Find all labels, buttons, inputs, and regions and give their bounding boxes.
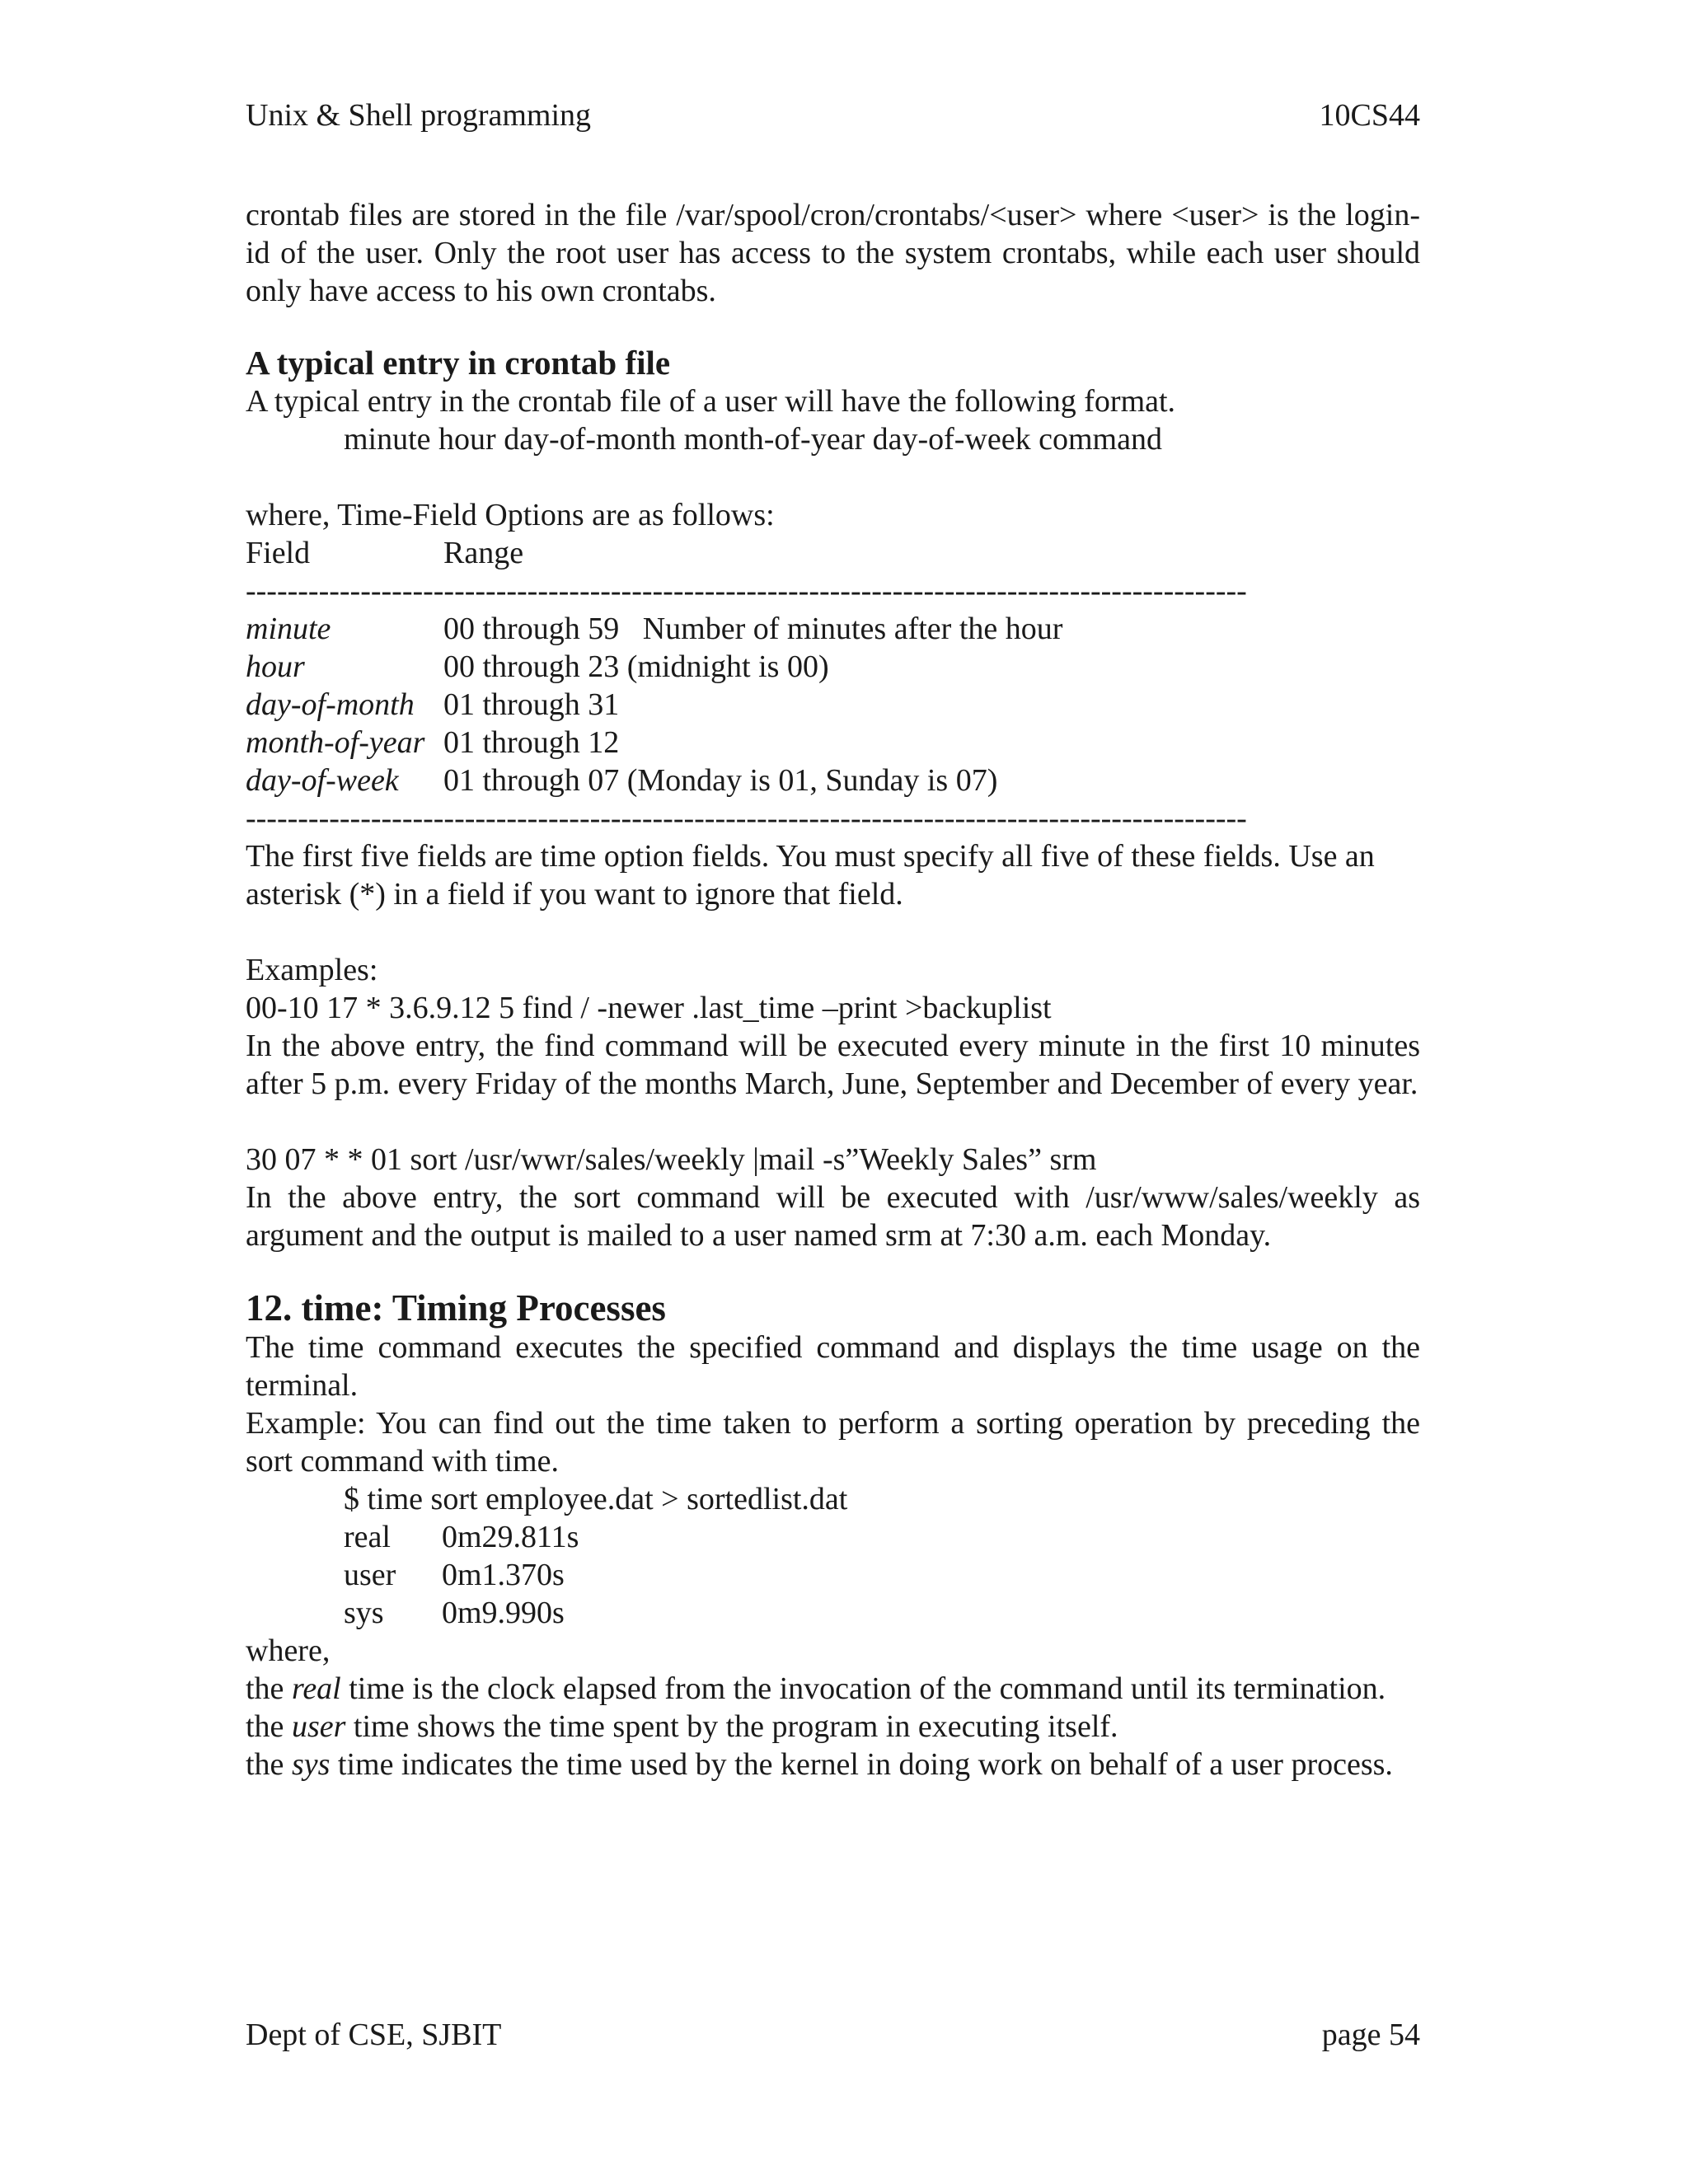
time-command: $ time sort employee.dat > sortedlist.dat [344,1482,848,1516]
header-title: Unix & Shell programming [246,98,592,133]
sys-term: sys [291,1747,331,1782]
time-description: The time command executes the specified command and displays the time usage on the terminal. [246,1330,1420,1403]
footer-department: Dept of CSE, SJBIT [246,2018,502,2052]
table-divider-bottom: ------------------------------------------------------------------------------------------------ [246,801,1247,836]
section-heading-crontab-entry: A typical entry in crontab file [246,344,671,382]
field-name: minute [246,612,331,646]
field-name: day-of-week [246,763,399,798]
field-range: 00 through 23 (midnight is 00) [443,649,829,684]
where-label: where, [246,1633,331,1668]
footer-page-number: page 54 [1321,2018,1420,2052]
time-example: Example: You can find out the time taken to perform a sorting operation by preceding the sort command with time. [246,1406,1420,1479]
example-1-description: In the above entry, the find command will be executed every minute in the first 10 minutes after 5 p.m. every Friday of the months March, June, September and December of every year. [246,1029,1420,1101]
example-2-command: 30 07 * * 01 sort /usr/wwr/sales/weekly |mail -s”Weekly Sales” srm [246,1142,1097,1177]
table-row [246,762,1420,799]
time-result-key: user [344,1558,396,1592]
page-footer [246,2016,1420,2054]
column-header-field: Field [246,536,311,570]
time-field-intro: where, Time-Field Options are as follows: [246,498,775,532]
time-result-row [246,1518,1420,1556]
time-result-value: 0m1.370s [442,1558,565,1592]
example-2-description: In the above entry, the sort command will be executed with /usr/www/sales/weekly as argument and the output is mailed to a user named srm at 7:30 a.m. each Monday. [246,1180,1420,1253]
table-divider-top: ------------------------------------------------------------------------------------------------ [246,574,1247,608]
example-1-command: 00-10 17 * 3.6.9.12 5 find / -newer .last_time –print >backuplist [246,991,1052,1025]
real-term: real [291,1671,341,1706]
real-time-explanation: the real time is the clock elapsed from the invocation of the command until its termination. [246,1671,1386,1706]
field-range: 00 through 59 Number of minutes after the hour [443,612,1063,646]
field-name: hour [246,649,305,684]
section-heading-time: 12. time: Timing Processes [246,1287,666,1329]
time-result-row [246,1556,1420,1594]
user-term: user [291,1709,346,1744]
table-row [246,610,1420,648]
page-content [246,196,1420,1783]
header-course-code: 10CS44 [1319,98,1420,133]
intro-paragraph: crontab files are stored in the file /var/spool/cron/crontabs/<user> where <user> is the login-id of the user. Only the root user has access to the system crontabs, while each user should only have access to his own crontabs. [246,198,1420,308]
table-row [246,686,1420,724]
time-field-note: The first five fields are time option fields. You must specify all five of these fields. Use an asterisk (*) in a field if you want to ignore that field. [246,839,1375,912]
field-range: 01 through 31 [443,687,620,722]
user-time-explanation: the user time shows the time spent by the program in executing itself. [246,1709,1118,1744]
time-result-key: real [344,1520,391,1554]
examples-label: Examples: [246,953,378,987]
table-row [246,648,1420,686]
time-result-key: sys [344,1596,384,1630]
sys-time-explanation: the sys time indicates the time used by the kernel in doing work on behalf of a user process. [246,1747,1393,1782]
field-name: month-of-year [246,725,425,760]
field-range: 01 through 07 (Monday is 01, Sunday is 07) [443,763,998,798]
time-result-row [246,1594,1420,1632]
crontab-entry-description: A typical entry in the crontab file of a user will have the following format. [246,384,1176,419]
document-page [246,0,1420,2184]
field-range: 01 through 12 [443,725,620,760]
time-result-value: 0m29.811s [442,1520,579,1554]
time-field-table-header [246,534,1420,572]
table-row [246,724,1420,762]
crontab-entry-format: minute hour day-of-month month-of-year day-of-week command [344,422,1162,457]
field-name: day-of-month [246,687,415,722]
column-header-range: Range [443,536,524,570]
page-header [246,96,1420,134]
time-result-value: 0m9.990s [442,1596,565,1630]
